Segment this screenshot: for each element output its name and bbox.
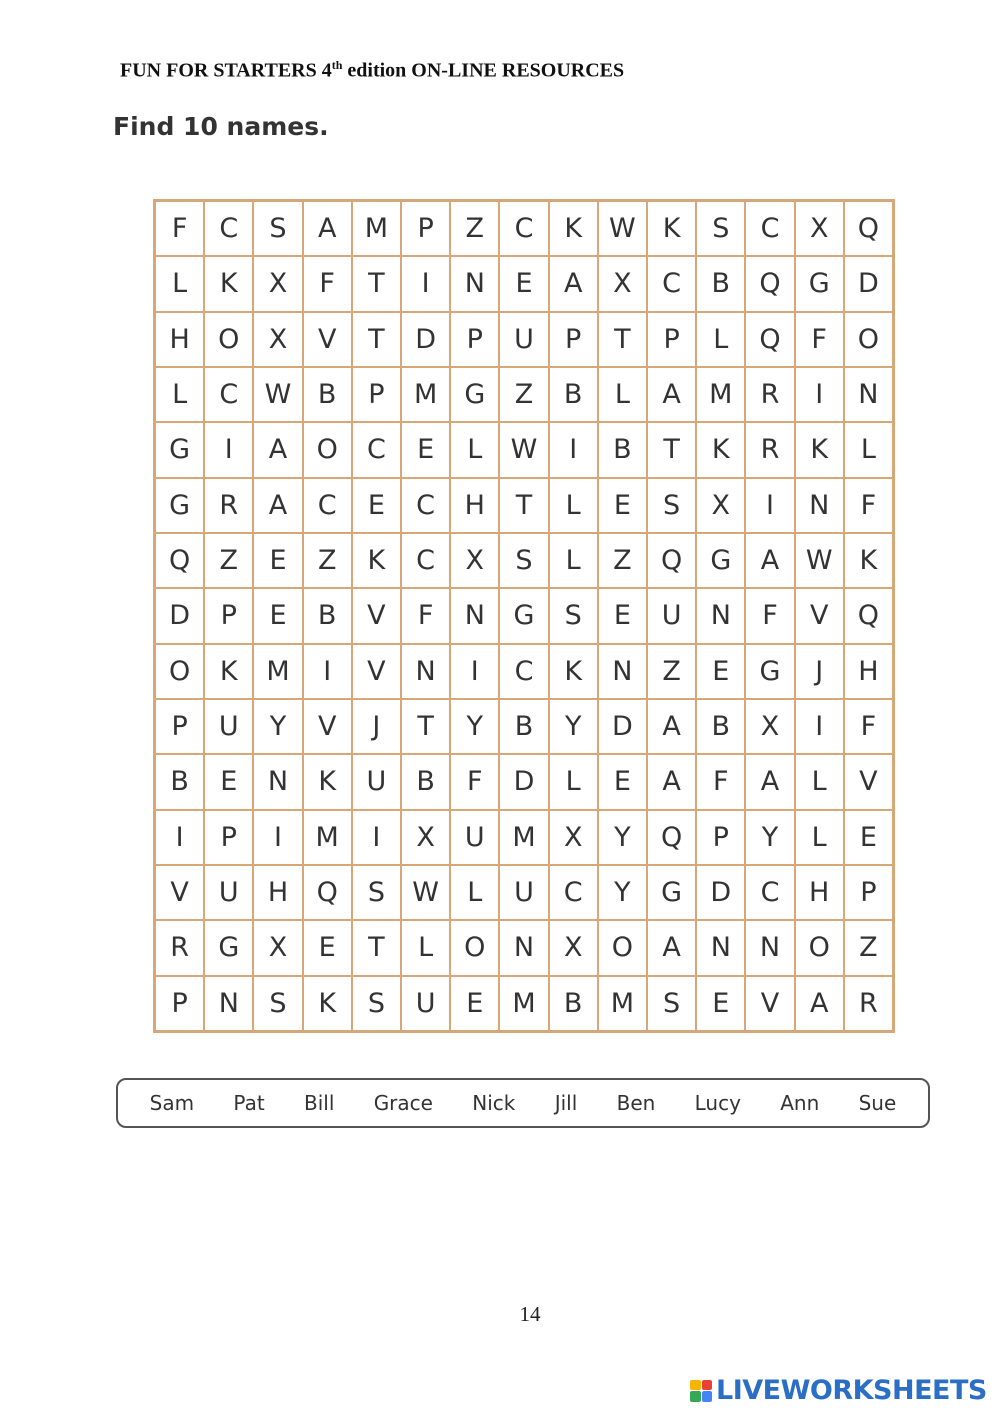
grid-cell[interactable]: S (647, 478, 696, 533)
word-bank-item: Sue (858, 1091, 897, 1115)
logo-square (702, 1391, 713, 1402)
grid-cell[interactable]: W (253, 367, 302, 422)
grid-cell[interactable]: K (204, 256, 253, 311)
grid-cell[interactable]: Z (303, 533, 352, 588)
grid-cell[interactable]: H (450, 478, 499, 533)
grid-cell[interactable]: S (696, 201, 745, 256)
grid-cell[interactable]: F (745, 588, 794, 643)
grid-cell[interactable]: D (401, 312, 450, 367)
grid-cell[interactable]: Q (745, 256, 794, 311)
grid-cell[interactable]: K (303, 754, 352, 809)
grid-cell[interactable]: S (549, 588, 598, 643)
grid-cell[interactable]: K (303, 976, 352, 1031)
grid-cell[interactable]: S (352, 976, 401, 1031)
grid-cell[interactable]: L (696, 312, 745, 367)
grid-cell[interactable]: A (647, 920, 696, 975)
grid-cell[interactable]: B (303, 588, 352, 643)
grid-cell[interactable]: X (745, 699, 794, 754)
grid-cell[interactable]: L (155, 256, 204, 311)
grid-cell[interactable]: A (549, 256, 598, 311)
grid-cell[interactable]: E (253, 533, 302, 588)
grid-cell[interactable]: X (253, 256, 302, 311)
grid-cell[interactable]: B (598, 422, 647, 477)
grid-cell[interactable]: A (795, 976, 844, 1031)
header-text-after: edition ON-LINE RESOURCES (342, 59, 625, 82)
grid-cell[interactable]: G (795, 256, 844, 311)
grid-cell[interactable]: G (450, 367, 499, 422)
grid-cell[interactable]: T (401, 699, 450, 754)
grid-cell[interactable]: B (549, 367, 598, 422)
grid-cell[interactable]: Q (303, 865, 352, 920)
grid-cell[interactable]: W (499, 422, 548, 477)
grid-cell[interactable]: K (549, 644, 598, 699)
grid-cell[interactable]: J (352, 699, 401, 754)
grid-cell[interactable]: X (401, 810, 450, 865)
grid-cell[interactable]: H (795, 865, 844, 920)
grid-cell[interactable]: N (204, 976, 253, 1031)
grid-cell[interactable]: X (253, 920, 302, 975)
grid-cell[interactable]: G (155, 478, 204, 533)
grid-cell[interactable]: T (598, 312, 647, 367)
grid-cell[interactable]: Y (598, 865, 647, 920)
grid-cell[interactable]: G (204, 920, 253, 975)
grid-cell[interactable]: L (401, 920, 450, 975)
grid-cell[interactable]: O (303, 422, 352, 477)
grid-cell[interactable]: O (795, 920, 844, 975)
grid-cell[interactable]: C (401, 533, 450, 588)
grid-cell[interactable]: K (352, 533, 401, 588)
grid-cell[interactable]: Z (499, 367, 548, 422)
grid-cell[interactable]: V (795, 588, 844, 643)
grid-cell[interactable]: I (253, 810, 302, 865)
grid-cell[interactable]: C (352, 422, 401, 477)
word-bank (116, 1078, 930, 1128)
grid-cell[interactable]: Z (647, 644, 696, 699)
header-text-before: FUN FOR STARTERS 4 (120, 59, 332, 82)
grid-cell[interactable]: E (696, 976, 745, 1031)
grid-cell[interactable]: E (253, 588, 302, 643)
grid-cell[interactable]: T (352, 312, 401, 367)
grid-cell[interactable]: M (401, 367, 450, 422)
grid-cell[interactable]: E (352, 478, 401, 533)
grid-cell[interactable]: T (499, 478, 548, 533)
grid-cell[interactable]: E (598, 754, 647, 809)
grid-cell[interactable]: S (253, 201, 302, 256)
grid-cell[interactable]: B (303, 367, 352, 422)
grid-cell[interactable]: P (155, 699, 204, 754)
instruction-title: Find 10 names. (113, 112, 329, 141)
grid-cell[interactable]: D (155, 588, 204, 643)
grid-cell[interactable]: D (844, 256, 893, 311)
word-search-grid (153, 199, 895, 1033)
grid-cell[interactable]: A (253, 422, 302, 477)
grid-cell[interactable]: V (745, 976, 794, 1031)
grid-cell[interactable]: B (401, 754, 450, 809)
grid-cell[interactable]: T (352, 920, 401, 975)
grid-cell[interactable]: A (647, 699, 696, 754)
grid-cell[interactable]: Q (647, 533, 696, 588)
grid-cell[interactable]: X (253, 312, 302, 367)
grid-cell[interactable]: K (795, 422, 844, 477)
grid-cell[interactable]: N (795, 478, 844, 533)
grid-cell[interactable]: O (844, 312, 893, 367)
grid-cell[interactable]: X (549, 920, 598, 975)
grid-cell[interactable]: K (696, 422, 745, 477)
grid-cell[interactable]: C (745, 865, 794, 920)
grid-cell[interactable]: J (795, 644, 844, 699)
grid-cell[interactable]: B (499, 699, 548, 754)
word-bank-item: Sam (149, 1091, 195, 1115)
grid-cell[interactable]: K (647, 201, 696, 256)
grid-cell[interactable]: R (844, 976, 893, 1031)
grid-cell[interactable]: C (204, 367, 253, 422)
grid-cell[interactable]: V (303, 312, 352, 367)
grid-cell[interactable]: X (598, 256, 647, 311)
grid-cell[interactable]: M (499, 810, 548, 865)
grid-cell[interactable]: U (499, 865, 548, 920)
grid-cell[interactable]: H (155, 312, 204, 367)
grid-cell[interactable]: O (155, 644, 204, 699)
grid-cell[interactable]: S (352, 865, 401, 920)
grid-cell[interactable]: D (499, 754, 548, 809)
grid-cell[interactable]: D (696, 865, 745, 920)
grid-cell[interactable]: R (745, 422, 794, 477)
grid-cell[interactable]: Q (745, 312, 794, 367)
grid-cell[interactable]: L (450, 422, 499, 477)
grid-cell[interactable]: F (844, 478, 893, 533)
grid-cell[interactable]: L (795, 810, 844, 865)
grid-cell[interactable]: A (745, 754, 794, 809)
grid-cell[interactable]: G (499, 588, 548, 643)
grid-cell[interactable]: Y (598, 810, 647, 865)
grid-cell[interactable]: K (844, 533, 893, 588)
grid-cell[interactable]: I (745, 478, 794, 533)
grid-cell[interactable]: E (450, 976, 499, 1031)
word-bank-item: Grace (373, 1091, 433, 1115)
grid-cell[interactable]: L (450, 865, 499, 920)
grid-cell[interactable]: G (155, 422, 204, 477)
grid-cell[interactable]: C (303, 478, 352, 533)
grid-cell[interactable]: L (844, 422, 893, 477)
grid-cell[interactable]: F (303, 256, 352, 311)
grid-cell[interactable]: I (401, 256, 450, 311)
grid-cell[interactable]: H (844, 644, 893, 699)
logo-square (702, 1380, 713, 1391)
grid-cell[interactable]: H (253, 865, 302, 920)
grid-cell[interactable]: I (352, 810, 401, 865)
grid-cell[interactable]: P (352, 367, 401, 422)
grid-cell[interactable]: K (549, 201, 598, 256)
grid-cell[interactable]: N (450, 256, 499, 311)
grid-cell[interactable]: L (155, 367, 204, 422)
grid-cell[interactable]: E (401, 422, 450, 477)
page-header (120, 58, 624, 83)
grid-cell[interactable]: E (598, 478, 647, 533)
grid-cell[interactable]: P (401, 201, 450, 256)
grid-cell[interactable]: C (401, 478, 450, 533)
grid-cell[interactable]: F (401, 588, 450, 643)
grid-cell[interactable]: E (844, 810, 893, 865)
grid-cell[interactable]: P (696, 810, 745, 865)
grid-cell[interactable]: A (647, 754, 696, 809)
grid-cell[interactable]: M (352, 201, 401, 256)
grid-cell[interactable]: X (549, 810, 598, 865)
grid-cell[interactable]: P (549, 312, 598, 367)
grid-cell[interactable]: E (499, 256, 548, 311)
grid-cell[interactable]: M (598, 976, 647, 1031)
brand-name: LIVEWORKSHEETS (716, 1375, 987, 1406)
grid-cell[interactable]: S (499, 533, 548, 588)
grid-cell[interactable]: R (155, 920, 204, 975)
grid-cell[interactable]: C (499, 201, 548, 256)
grid-cell[interactable]: Z (450, 201, 499, 256)
grid-cell[interactable]: Z (844, 920, 893, 975)
brand-footer (690, 1375, 987, 1406)
grid-cell[interactable]: I (795, 699, 844, 754)
grid-cell[interactable]: V (352, 588, 401, 643)
grid-cell[interactable]: L (549, 533, 598, 588)
grid-cell[interactable]: F (155, 201, 204, 256)
grid-cell[interactable]: W (598, 201, 647, 256)
grid-cell[interactable]: B (696, 699, 745, 754)
page-number: 14 (519, 1302, 541, 1326)
grid-cell[interactable]: P (204, 588, 253, 643)
grid-cell[interactable]: G (696, 533, 745, 588)
grid-cell[interactable]: M (303, 810, 352, 865)
grid-cell[interactable]: U (647, 588, 696, 643)
grid-cell[interactable]: B (696, 256, 745, 311)
grid-cell[interactable]: P (204, 810, 253, 865)
grid-cell[interactable]: V (352, 644, 401, 699)
grid-cell[interactable]: N (745, 920, 794, 975)
grid-cell[interactable]: C (647, 256, 696, 311)
grid-cell[interactable]: V (844, 754, 893, 809)
grid-cell[interactable]: O (204, 312, 253, 367)
grid-cell[interactable]: N (401, 644, 450, 699)
grid-cell[interactable]: A (745, 533, 794, 588)
word-bank-item: Ann (780, 1091, 820, 1115)
grid-cell[interactable]: O (598, 920, 647, 975)
grid-cell[interactable]: E (696, 644, 745, 699)
grid-cell[interactable]: B (549, 976, 598, 1031)
grid-cell[interactable]: Q (647, 810, 696, 865)
grid-cell[interactable]: C (204, 201, 253, 256)
grid-cell[interactable]: M (253, 644, 302, 699)
grid-cell[interactable]: G (745, 644, 794, 699)
grid-cell[interactable]: S (647, 976, 696, 1031)
grid-cell[interactable]: P (844, 865, 893, 920)
grid-cell[interactable]: T (352, 256, 401, 311)
grid-cell[interactable]: X (450, 533, 499, 588)
liveworksheets-logo-icon (690, 1380, 712, 1402)
grid-cell[interactable]: E (598, 588, 647, 643)
logo-square (690, 1391, 701, 1402)
grid-cell[interactable]: N (598, 644, 647, 699)
grid-cell[interactable]: L (549, 478, 598, 533)
grid-cell[interactable]: S (253, 976, 302, 1031)
grid-cell[interactable]: M (696, 367, 745, 422)
grid-cell[interactable]: P (450, 312, 499, 367)
grid-cell[interactable]: B (155, 754, 204, 809)
grid-cell[interactable]: P (155, 976, 204, 1031)
grid-cell[interactable]: L (795, 754, 844, 809)
grid-cell[interactable]: Q (844, 588, 893, 643)
grid-cell[interactable]: C (499, 644, 548, 699)
grid-cell[interactable]: K (204, 644, 253, 699)
grid-cell[interactable]: Y (253, 699, 302, 754)
grid-cell[interactable]: Z (598, 533, 647, 588)
grid-cell[interactable]: I (795, 367, 844, 422)
grid-cell[interactable]: W (795, 533, 844, 588)
grid-cell[interactable]: E (303, 920, 352, 975)
grid-cell[interactable]: N (696, 588, 745, 643)
grid-cell[interactable]: O (450, 920, 499, 975)
grid-cell[interactable]: U (499, 312, 548, 367)
word-bank-item: Bill (303, 1091, 335, 1115)
grid-cell[interactable]: I (549, 422, 598, 477)
grid-cell[interactable]: G (647, 865, 696, 920)
grid-cell[interactable]: M (499, 976, 548, 1031)
word-bank-item: Pat (233, 1091, 265, 1115)
grid-cell[interactable]: U (352, 754, 401, 809)
grid-cell[interactable]: C (745, 201, 794, 256)
header-superscript: th (331, 58, 343, 72)
logo-square (690, 1380, 701, 1391)
grid-cell[interactable]: L (549, 754, 598, 809)
grid-cell[interactable]: I (155, 810, 204, 865)
grid-cell[interactable]: Y (549, 699, 598, 754)
grid-cell[interactable]: U (401, 976, 450, 1031)
grid-cell[interactable]: R (745, 367, 794, 422)
grid-cell[interactable]: U (204, 699, 253, 754)
grid-cell[interactable]: F (795, 312, 844, 367)
grid-cell[interactable]: I (204, 422, 253, 477)
grid-cell[interactable]: Q (844, 201, 893, 256)
grid-cell[interactable]: R (204, 478, 253, 533)
grid-cell[interactable]: U (204, 865, 253, 920)
grid-cell[interactable]: V (155, 865, 204, 920)
grid-cell[interactable]: F (844, 699, 893, 754)
grid-cell[interactable]: Y (745, 810, 794, 865)
grid-cell[interactable]: N (696, 920, 745, 975)
grid-cell[interactable]: Z (204, 533, 253, 588)
grid-cell[interactable]: T (647, 422, 696, 477)
grid-cell[interactable]: I (303, 644, 352, 699)
grid-cell[interactable]: A (253, 478, 302, 533)
word-bank-item: Ben (616, 1091, 656, 1115)
grid-cell[interactable]: N (450, 588, 499, 643)
grid-cell[interactable]: N (844, 367, 893, 422)
grid-cell[interactable]: Q (155, 533, 204, 588)
grid-cell[interactable]: C (549, 865, 598, 920)
grid-cell[interactable]: I (450, 644, 499, 699)
word-bank-item: Jill (554, 1091, 578, 1115)
grid-cell[interactable]: W (401, 865, 450, 920)
grid-cell[interactable]: A (303, 201, 352, 256)
grid-cell[interactable]: X (795, 201, 844, 256)
grid-cell[interactable]: F (696, 754, 745, 809)
grid-cell[interactable]: N (253, 754, 302, 809)
grid-cell[interactable]: D (598, 699, 647, 754)
grid-cell[interactable]: V (303, 699, 352, 754)
grid-cell[interactable]: A (647, 367, 696, 422)
grid-cell[interactable]: N (499, 920, 548, 975)
grid-cell[interactable]: F (450, 754, 499, 809)
grid-cell[interactable]: L (598, 367, 647, 422)
grid-cell[interactable]: X (696, 478, 745, 533)
word-bank-item: Nick (472, 1091, 516, 1115)
grid-cell[interactable]: E (204, 754, 253, 809)
grid-cell[interactable]: U (450, 810, 499, 865)
grid-cell[interactable]: Y (450, 699, 499, 754)
word-bank-item: Lucy (694, 1091, 741, 1115)
grid-cell[interactable]: P (647, 312, 696, 367)
